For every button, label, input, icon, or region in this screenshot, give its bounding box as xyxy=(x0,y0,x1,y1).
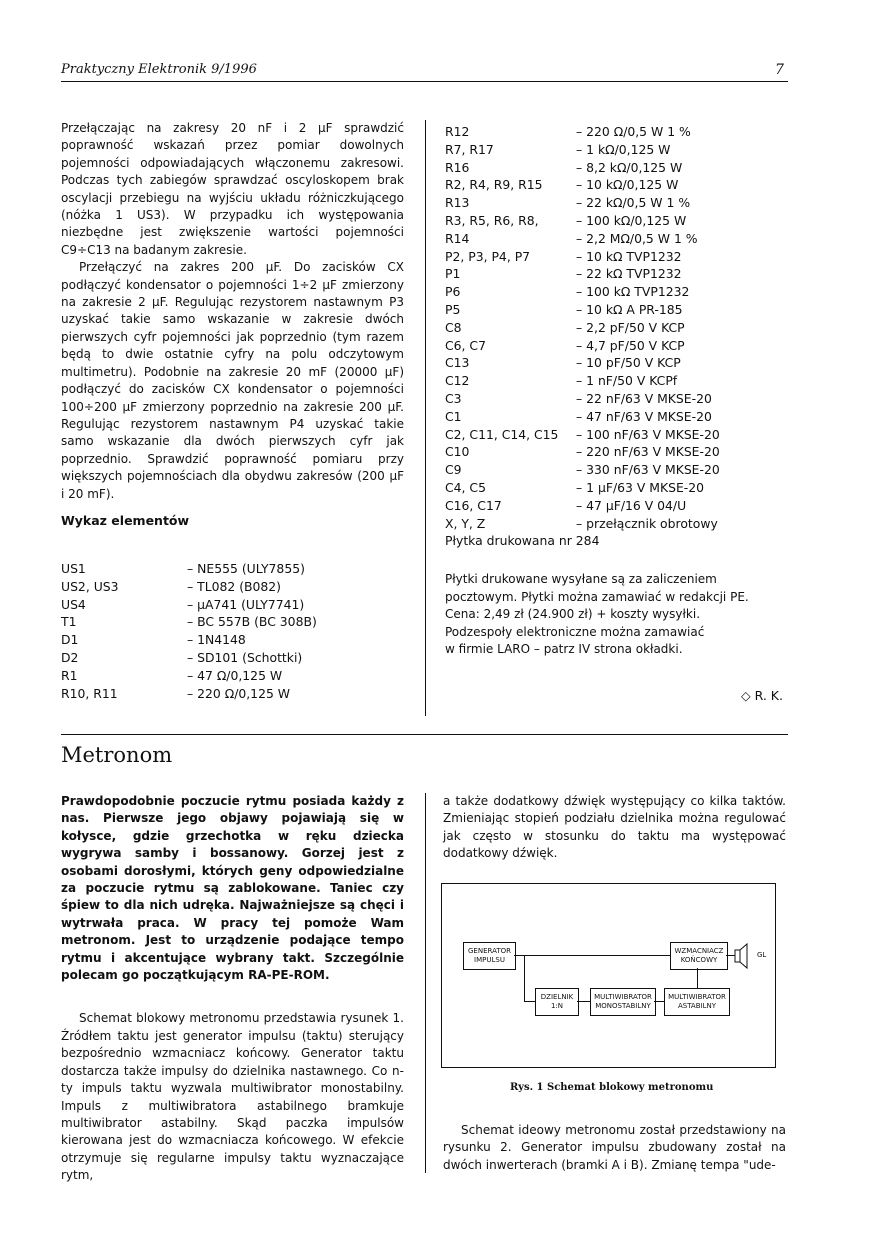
part-ref: R16 xyxy=(445,159,470,175)
speaker-icon xyxy=(733,942,755,970)
figure-frame xyxy=(441,883,776,1068)
block-generator: GENERATOR IMPULSU xyxy=(463,942,516,970)
part-ref: US2, US3 xyxy=(61,578,119,594)
wire xyxy=(697,968,698,988)
wire xyxy=(577,1001,590,1002)
part-ref: P6 xyxy=(445,284,461,300)
parts-row xyxy=(445,408,720,426)
part-value: – 330 nF/63 V MKSE-20 xyxy=(576,462,720,478)
part-value: – 220 Ω/0,5 W 1 % xyxy=(576,124,691,139)
notice-line: pocztowym. Płytki można zamawiać w redakcji PE. xyxy=(445,589,749,604)
part-ref: US4 xyxy=(61,596,86,612)
part-ref: C2, C11, C14, C15 xyxy=(445,426,559,442)
column-divider xyxy=(425,120,426,716)
part-ref: D1 xyxy=(61,632,79,648)
notice-line: Podzespoły elektroniczne można zamawiać xyxy=(445,624,705,639)
part-value: – BC 557B (BC 308B) xyxy=(187,614,317,630)
parts-row xyxy=(445,123,720,141)
part-ref: C12 xyxy=(445,373,470,389)
parts-row xyxy=(445,176,720,194)
parts-row xyxy=(445,212,720,230)
wire xyxy=(514,955,670,956)
part-value: – 22 kΩ/0,5 W 1 % xyxy=(576,195,691,211)
part-value: – 47 μF/16 V 04/U xyxy=(576,497,687,513)
part-ref: R2, R4, R9, R15 xyxy=(445,177,543,193)
part-value: – 220 Ω/0,125 W xyxy=(187,685,291,701)
paragraph: Przełączyć na zakres 200 μF. Do zacisków CX podłączyć kondensator o pojemności 1÷2 μF zmierzony na zakresie 2 μF. Regulując rezystorem nastawnym P3 uzyskać takie samo wskazanie w zakresie dwóch pierwszych cyfr pojemności jak poprzednio (tym razem będą to dwie ostatnie cyfry na polu odczytowym multimetru). Podobnie na zakresie 20 mF (20000 μF) podłączyć do zacisków CX kondensator o pojemności 100÷200 μF zmierzony poprzednio na zakresie 200 μF. Regulując rezystorem nastawnym P4 uzyskać takie samo wskazanie dla dwóch pierwszych cyfr jak poprzednio. Sprawdzić poprawność pomiaru przy większych pojemnościach dla obydwu zakresów (200 μF i 20 mF). xyxy=(61,260,404,501)
notice-line: Płytki drukowane wysyłane są za zaliczeniem xyxy=(445,572,717,586)
parts-row xyxy=(445,283,720,301)
part-ref: US1 xyxy=(61,561,86,576)
parts-row xyxy=(61,649,317,667)
part-value: – TL082 (B082) xyxy=(187,578,282,594)
parts-list-right xyxy=(445,123,720,532)
author-signature: ◇ R. K. xyxy=(741,688,783,703)
paragraph: a także dodatkowy dźwięk występujący co kilka taktów. Zmieniając stopień podziału dzielnika można regulować jak często w stosunku do taktu ma występować dodatkowy dźwięk. xyxy=(443,794,786,861)
parts-row xyxy=(445,301,720,319)
part-ref: R10, R11 xyxy=(61,685,118,701)
article-left-column xyxy=(61,793,404,1185)
parts-row xyxy=(445,194,720,212)
article-lead: Prawdopodobnie poczucie rytmu posiada każdy z nas. Pierwsze jego objawy pojawiają się w kołysce, gdzie grzechotka w ręku dziecka wygrywa samby i bossanowy. Gorzej jest z osobami dorosłymi, których geny odpowiedzialne za poczucie rytmu są zablokowane. Taniec czy śpiew to dla nich udręka. Najważniejsze są chęci i wytrwała praca. W pracy tej pomoże Wam metronom. Jest to urządzenie podające tempo rytmu i akcentujące wybrany takt. Szczególnie polecam go początkującym RA-PE-ROM. xyxy=(61,794,404,983)
part-value: – 1N4148 xyxy=(187,632,246,648)
part-value: – 10 kΩ A PR-185 xyxy=(576,301,683,317)
part-value: – 10 kΩ TVP1232 xyxy=(576,248,682,264)
paragraph: Schemat blokowy metronomu przedstawia rysunek 1. Źródłem taktu jest generator impulsu (taktu) sterujący bezpośrednio wzmacniacz końcowy. Generator taktu dostarcza także impulsy do dzielnika nastawnego. Co n-ty impuls taktu wyzwala multiwibrator monostabilny. Impuls z multiwibratora astabilnego bramkuje multiwibrator astabilny. Skąd paczka impulsów kierowana jest do wzmacniacza końcowego. W efekcie otrzymuje się regularne impulsy taktu wyznaczające rytm, xyxy=(61,1011,404,1183)
part-value: – 22 kΩ TVP1232 xyxy=(576,266,682,282)
notice-line: Cena: 2,49 zł (24.900 zł) + koszty wysyłki. xyxy=(445,607,701,622)
part-ref: C10 xyxy=(445,444,470,460)
part-ref: X, Y, Z xyxy=(445,515,486,531)
parts-row xyxy=(445,497,720,515)
wire xyxy=(524,955,525,1001)
part-value: – 10 pF/50 V KCP xyxy=(576,355,681,371)
block-divider: DZIELNIK 1:N xyxy=(535,988,579,1016)
pcb-number: Płytka drukowana nr 284 xyxy=(445,533,600,548)
wire xyxy=(654,1001,664,1002)
part-value: – 8,2 kΩ/0,125 W xyxy=(576,159,683,175)
part-value: – 47 Ω/0,125 W xyxy=(187,667,283,683)
part-ref: C6, C7 xyxy=(445,337,486,353)
parts-row xyxy=(61,685,317,703)
parts-row xyxy=(445,159,720,177)
part-ref: R7, R17 xyxy=(445,141,494,157)
part-value: – 100 kΩ TVP1232 xyxy=(576,284,690,300)
parts-list-left xyxy=(61,560,317,702)
part-ref: P5 xyxy=(445,301,461,317)
part-ref: R12 xyxy=(445,124,470,139)
part-value: – 10 kΩ/0,125 W xyxy=(576,177,679,193)
parts-row xyxy=(445,426,720,444)
notice-line: w firmie LARO – patrz IV strona okładki. xyxy=(445,642,683,657)
part-value: – μA741 (ULY7741) xyxy=(187,596,305,612)
part-value: – NE555 (ULY7855) xyxy=(187,561,305,576)
part-ref: C8 xyxy=(445,319,462,335)
part-value: – 1 μF/63 V MKSE-20 xyxy=(576,479,705,495)
part-ref: P1 xyxy=(445,266,461,282)
header-rule xyxy=(61,81,788,82)
parts-row xyxy=(445,248,720,266)
parts-row xyxy=(445,354,720,372)
article-title: Metronom xyxy=(61,743,173,767)
parts-row xyxy=(61,613,317,631)
part-value: – przełącznik obrotowy xyxy=(576,515,718,531)
part-ref: C13 xyxy=(445,355,470,371)
part-ref: C9 xyxy=(445,462,462,478)
part-ref: C3 xyxy=(445,390,462,406)
part-ref: D2 xyxy=(61,649,79,665)
part-ref: P2, P3, P4, P7 xyxy=(445,248,531,264)
part-value: – 100 kΩ/0,125 W xyxy=(576,212,687,228)
speaker-label: GL xyxy=(757,951,767,959)
part-value: – 4,7 pF/50 V KCP xyxy=(576,337,685,353)
parts-row xyxy=(61,631,317,649)
part-value: – 1 nF/50 V KCPf xyxy=(576,373,678,389)
column-divider xyxy=(425,793,426,1173)
wire xyxy=(524,1001,535,1002)
figure-caption: Rys. 1 Schemat blokowy metronomu xyxy=(510,1082,714,1093)
top-left-column xyxy=(61,120,404,528)
parts-row xyxy=(445,461,720,479)
block-monostable: MULTIWIBRATOR MONOSTABILNY xyxy=(590,988,656,1016)
pcb-notice xyxy=(445,571,749,659)
article-right-bottom xyxy=(443,1122,786,1174)
part-value: – 1 kΩ/0,125 W xyxy=(576,141,671,157)
part-ref: R13 xyxy=(445,195,470,211)
parts-row xyxy=(445,515,720,533)
section-rule xyxy=(61,734,788,735)
parts-row xyxy=(445,265,720,283)
part-value: – SD101 (Schottki) xyxy=(187,649,303,665)
block-astable: MULTIWIBRATOR ASTABILNY xyxy=(664,988,730,1016)
parts-row xyxy=(61,578,317,596)
part-ref: C1 xyxy=(445,408,462,424)
block-amplifier: WZMACNIACZ KOŃCOWY xyxy=(670,942,728,970)
parts-list-heading: Wykaz elementów xyxy=(61,512,190,528)
paragraph: Przełączając na zakresy 20 nF i 2 μF sprawdzić poprawność wskazań przez pomiar dowolnych pojemności odpowiadających włączonemu zakresowi. Podczas tych zabiegów sprawdzać oscyloskopem brak oscylacji przebiegu na wyjściu układu różniczkującego (nóżka 1 US3). W przypadku ich występowania niezbędne jest zwiększenie wartości pojemności C9÷C13 na badanym zakresie. xyxy=(61,121,404,257)
part-value: – 100 nF/63 V MKSE-20 xyxy=(576,426,720,442)
part-value: – 2,2 MΩ/0,5 W 1 % xyxy=(576,230,698,246)
parts-row xyxy=(61,667,317,685)
part-ref: T1 xyxy=(61,614,77,630)
parts-row xyxy=(445,390,720,408)
part-value: – 2,2 pF/50 V KCP xyxy=(576,319,685,335)
parts-row xyxy=(445,319,720,337)
part-value: – 47 nF/63 V MKSE-20 xyxy=(576,408,712,424)
parts-row xyxy=(61,596,317,614)
part-value: – 220 nF/63 V MKSE-20 xyxy=(576,444,720,460)
part-ref: C4, C5 xyxy=(445,479,486,495)
parts-row xyxy=(445,479,720,497)
part-ref: R1 xyxy=(61,667,78,683)
parts-row xyxy=(445,337,720,355)
part-value: – 22 nF/63 V MKSE-20 xyxy=(576,390,712,406)
parts-row xyxy=(445,443,720,461)
page-number: 7 xyxy=(775,62,784,78)
article-right-column xyxy=(443,793,786,863)
part-ref: C16, C17 xyxy=(445,497,502,513)
paragraph: Schemat ideowy metronomu został przedstawiony na rysunku 2. Generator impulsu zbudowany został na dwóch inwerterach (bramki A i B). Zmianę tempa "ude- xyxy=(443,1123,786,1172)
parts-row xyxy=(445,372,720,390)
part-ref: R14 xyxy=(445,230,470,246)
journal-header: Praktyczny Elektronik 9/1996 xyxy=(61,62,257,77)
part-ref: R3, R5, R6, R8, xyxy=(445,212,539,228)
parts-row xyxy=(61,560,317,578)
parts-row xyxy=(445,141,720,159)
parts-row xyxy=(445,230,720,248)
